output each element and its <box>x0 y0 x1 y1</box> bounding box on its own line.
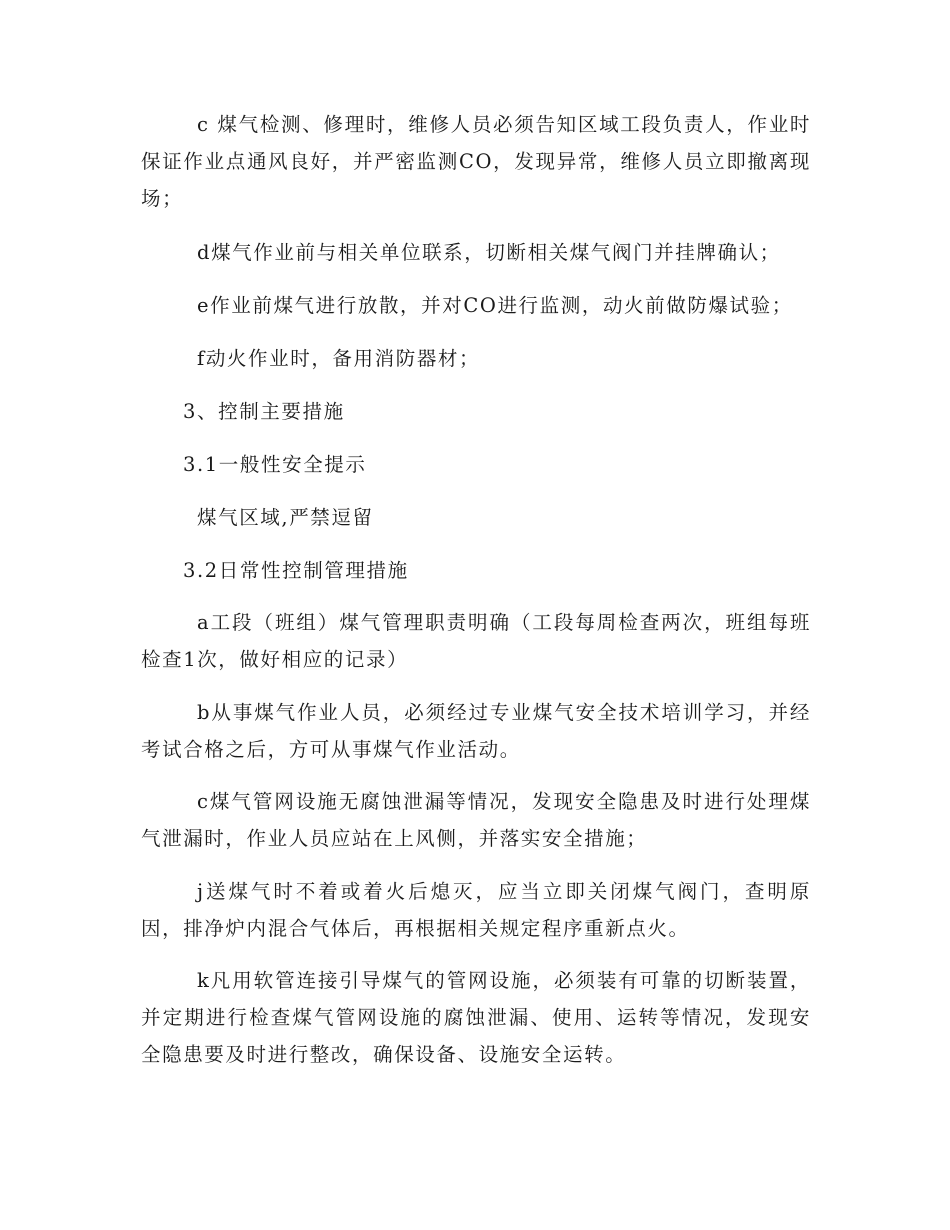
paragraph-a-responsibilities: a工段（班组）煤气管理职责明确（工段每周检查两次，班组每班检查1次，做好相应的记录） <box>141 611 811 671</box>
paragraph-c-gas-inspection: c 煤气检测、修理时，维修人员必须告知区域工段负责人，作业时保证作业点通风良好，并严密监测CO，发现异常，维修人员立即撤离现场； <box>141 113 811 210</box>
paragraph-k-hose-connection: k凡用软管连接引导煤气的管网设施，必须装有可靠的切断装置，并定期进行检查煤气管网设施的腐蚀泄漏、使用、运转等情况，发现安全隐患要及时进行整改，确保设备、设施安全运转。 <box>141 969 811 1066</box>
paragraph-no-loitering: 煤气区域,严禁逗留 <box>197 506 374 529</box>
paragraph-b-training: b从事煤气作业人员，必须经过专业煤气安全技术培训学习，并经考试合格之后，方可从事煤气作业活动。 <box>141 701 811 761</box>
heading-3-main-measures: 3、控制主要措施 <box>183 400 345 423</box>
paragraph-j-reignition: j送煤气时不着或着火后熄灭，应当立即关闭煤气阀门，查明原因，排净炉内混合气体后，再根据相关规定程序重新点火。 <box>141 880 811 940</box>
paragraph-c-pipeline-leak: c煤气管网设施无腐蚀泄漏等情况，发现安全隐患及时进行处理煤气泄漏时，作业人员应站在上风侧，并落实安全措施； <box>141 790 811 850</box>
paragraph-f-fire-equipment: f动火作业时，备用消防器材； <box>197 347 481 370</box>
heading-3-2-daily-measures: 3.2日常性控制管理措施 <box>183 559 409 582</box>
paragraph-d-contact-units: d煤气作业前与相关单位联系，切断相关煤气阀门并挂牌确认； <box>197 241 781 264</box>
paragraph-e-venting: e作业前煤气进行放散，并对CO进行监测，动火前做防爆试验； <box>197 294 793 317</box>
heading-3-1-general-safety: 3.1一般性安全提示 <box>183 453 367 476</box>
